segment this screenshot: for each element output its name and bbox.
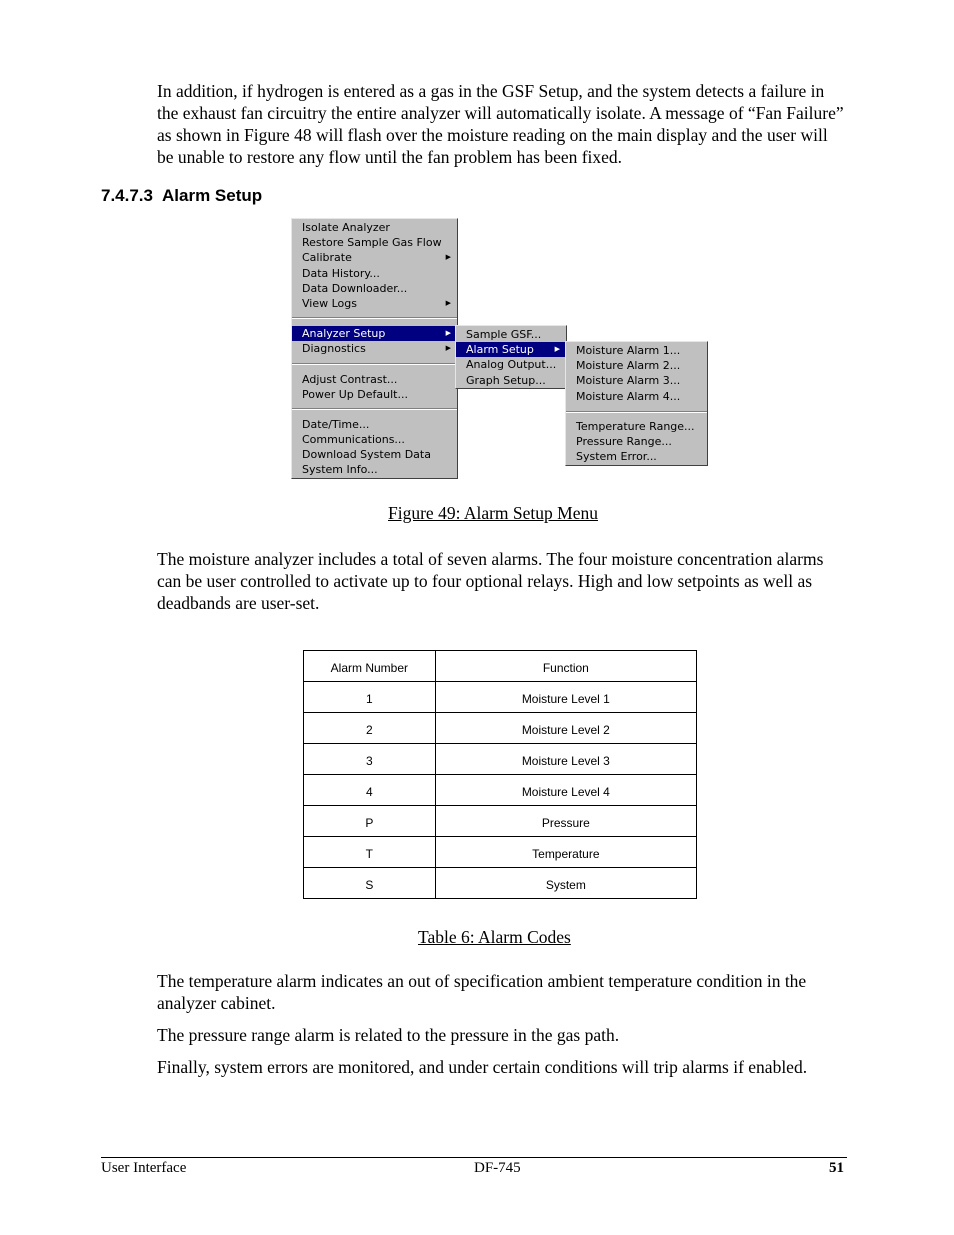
table-row <box>304 744 697 775</box>
menu-item-data-history[interactable] <box>292 266 457 281</box>
menu-item-label: Power Up Default... <box>302 387 408 401</box>
column-header-alarm-number: Alarm Number <box>304 651 436 682</box>
menu-item-label: Date/Time... <box>302 417 370 431</box>
menu-item-diagnostics[interactable] <box>292 341 457 356</box>
menu-item-label: Adjust Contrast... <box>302 372 398 386</box>
menu-separator <box>566 411 707 413</box>
function-cell: Moisture Level 2 <box>435 713 696 744</box>
table-row <box>304 837 697 868</box>
menu-item-communications[interactable] <box>292 432 457 447</box>
menu-item-alarm-setup[interactable] <box>456 342 566 357</box>
menu-item-label: Graph Setup... <box>466 373 546 387</box>
menu-item-moisture-alarm-4[interactable] <box>566 389 707 404</box>
menu-separator <box>292 363 457 365</box>
function-cell: Moisture Level 4 <box>435 775 696 806</box>
menu-item-label: Communications... <box>302 433 405 447</box>
function-cell: Moisture Level 3 <box>435 744 696 775</box>
function-cell: Temperature <box>435 837 696 868</box>
alarm-number-cell: 2 <box>304 713 436 744</box>
table-header-row <box>304 651 697 682</box>
menu-item-pressure-range[interactable] <box>566 434 707 449</box>
menu-separator <box>292 317 457 319</box>
alarm-codes-table <box>303 650 697 899</box>
alarm-number-cell: S <box>304 868 436 899</box>
menu-item-data-downloader[interactable] <box>292 281 457 296</box>
menu-item-isolate-analyzer[interactable] <box>292 220 457 235</box>
alarm-number-cell: T <box>304 837 436 868</box>
pressure-paragraph: The pressure range alarm is related to the pressure in the gas path. <box>157 1025 620 1045</box>
menu-item-label: Isolate Analyzer <box>302 221 390 234</box>
menu-item-label: Moisture Alarm 1... <box>576 344 681 357</box>
menu-item-label: Analog Output... <box>466 358 557 372</box>
menu-item-label: Restore Sample Gas Flow <box>302 236 442 250</box>
temperature-paragraph: The temperature alarm indicates an out of specification ambient temperature condition in the analyzer cabinet. <box>157 971 807 1013</box>
menu-item-moisture-alarm-2[interactable] <box>566 358 707 373</box>
submenu-arrow-icon: ▶ <box>554 345 560 354</box>
section-title: Alarm Setup <box>162 186 263 205</box>
menu-item-analyzer-setup[interactable] <box>292 326 457 341</box>
menu-item-label: Alarm Setup <box>466 343 534 357</box>
submenu-arrow-icon: ▶ <box>445 253 451 262</box>
table-row <box>304 868 697 899</box>
menu-item-adjust-contrast[interactable] <box>292 372 457 387</box>
table-body <box>304 682 697 899</box>
submenu-arrow-icon: ▶ <box>445 344 451 353</box>
table-row <box>304 806 697 837</box>
menu-item-label: Data Downloader... <box>302 281 408 295</box>
figure-caption: Figure 49: Alarm Setup Menu <box>388 503 598 523</box>
menu-item-label: System Info... <box>302 463 378 477</box>
menu-item-label: View Logs <box>302 296 357 310</box>
function-cell: Moisture Level 1 <box>435 682 696 713</box>
menu-item-calibrate[interactable] <box>292 250 457 265</box>
alarm-number-cell: P <box>304 806 436 837</box>
intro-paragraph: In addition, if hydrogen is entered as a gas in the GSF Setup, and the system detects a failure in the exhaust fan circuitry the entire analyzer will automatically isolate. A message of “Fan Failure” as shown in Figure 48 will flash over the moisture reading on the main display and the user will be unable to restore any flow until the fan problem has been fixed. <box>157 81 844 167</box>
menu-item-system-info[interactable] <box>292 462 457 477</box>
table-row <box>304 713 697 744</box>
alarm-number-cell: 1 <box>304 682 436 713</box>
menu-item-label: System Error... <box>576 450 657 464</box>
submenu-arrow-icon: ▶ <box>445 298 451 307</box>
column-header-function: Function <box>435 651 696 682</box>
menu-item-label: Temperature Range... <box>576 419 695 433</box>
menu-item-label: Diagnostics <box>302 342 366 356</box>
footer-document-id: DF-745 <box>474 1160 521 1176</box>
menu-item-label: Moisture Alarm 4... <box>576 389 681 403</box>
footer-divider <box>101 1157 847 1158</box>
menu-item-temperature-range[interactable] <box>566 419 707 434</box>
menu-item-label: Sample GSF... <box>466 328 542 341</box>
function-cell: System <box>435 868 696 899</box>
menu-item-label: Moisture Alarm 2... <box>576 359 681 373</box>
alarm-number-cell: 3 <box>304 744 436 775</box>
menu-item-label: Data History... <box>302 266 380 280</box>
table-row <box>304 682 697 713</box>
alarms-paragraph: The moisture analyzer includes a total of seven alarms. The four moisture concentration alarms can be user controlled to activate up to four optional relays. High and low setpoints as well as deadbands are user-set. <box>157 549 824 613</box>
section-number: 7.4.7.3 <box>101 186 153 205</box>
alarm-number-cell: 4 <box>304 775 436 806</box>
section-heading <box>101 186 262 206</box>
menu-separator <box>292 408 457 410</box>
menu-item-label: Pressure Range... <box>576 434 672 448</box>
analyzer-setup-submenu <box>455 325 567 389</box>
main-menu <box>291 218 458 479</box>
menu-item-system-error[interactable] <box>566 449 707 464</box>
function-cell: Pressure <box>435 806 696 837</box>
menu-item-label: Download System Data <box>302 448 431 462</box>
table-caption: Table 6: Alarm Codes <box>418 927 571 947</box>
menu-item-label: Analyzer Setup <box>302 327 386 341</box>
alarm-setup-submenu <box>565 341 708 466</box>
menu-item-view-logs[interactable] <box>292 296 457 311</box>
system-paragraph: Finally, system errors are monitored, and under certain conditions will trip alarms if enabled. <box>157 1057 808 1077</box>
menu-item-label: Moisture Alarm 3... <box>576 374 681 388</box>
menu-item-download-system-data[interactable] <box>292 447 457 462</box>
menu-item-sample-gsf[interactable] <box>456 327 566 342</box>
menu-item-restore-sample-gas-flow[interactable] <box>292 235 457 250</box>
table-row <box>304 775 697 806</box>
menu-item-label: Calibrate <box>302 251 352 265</box>
menu-item-date-time[interactable] <box>292 417 457 432</box>
menu-item-power-up-default[interactable] <box>292 387 457 402</box>
menu-item-analog-output[interactable] <box>456 357 566 372</box>
menu-item-moisture-alarm-1[interactable] <box>566 343 707 358</box>
footer-section-name: User Interface <box>101 1160 187 1176</box>
menu-item-graph-setup[interactable] <box>456 373 566 388</box>
menu-item-moisture-alarm-3[interactable] <box>566 373 707 388</box>
footer-page-number: 51 <box>829 1160 844 1176</box>
submenu-arrow-icon: ▶ <box>445 329 451 338</box>
